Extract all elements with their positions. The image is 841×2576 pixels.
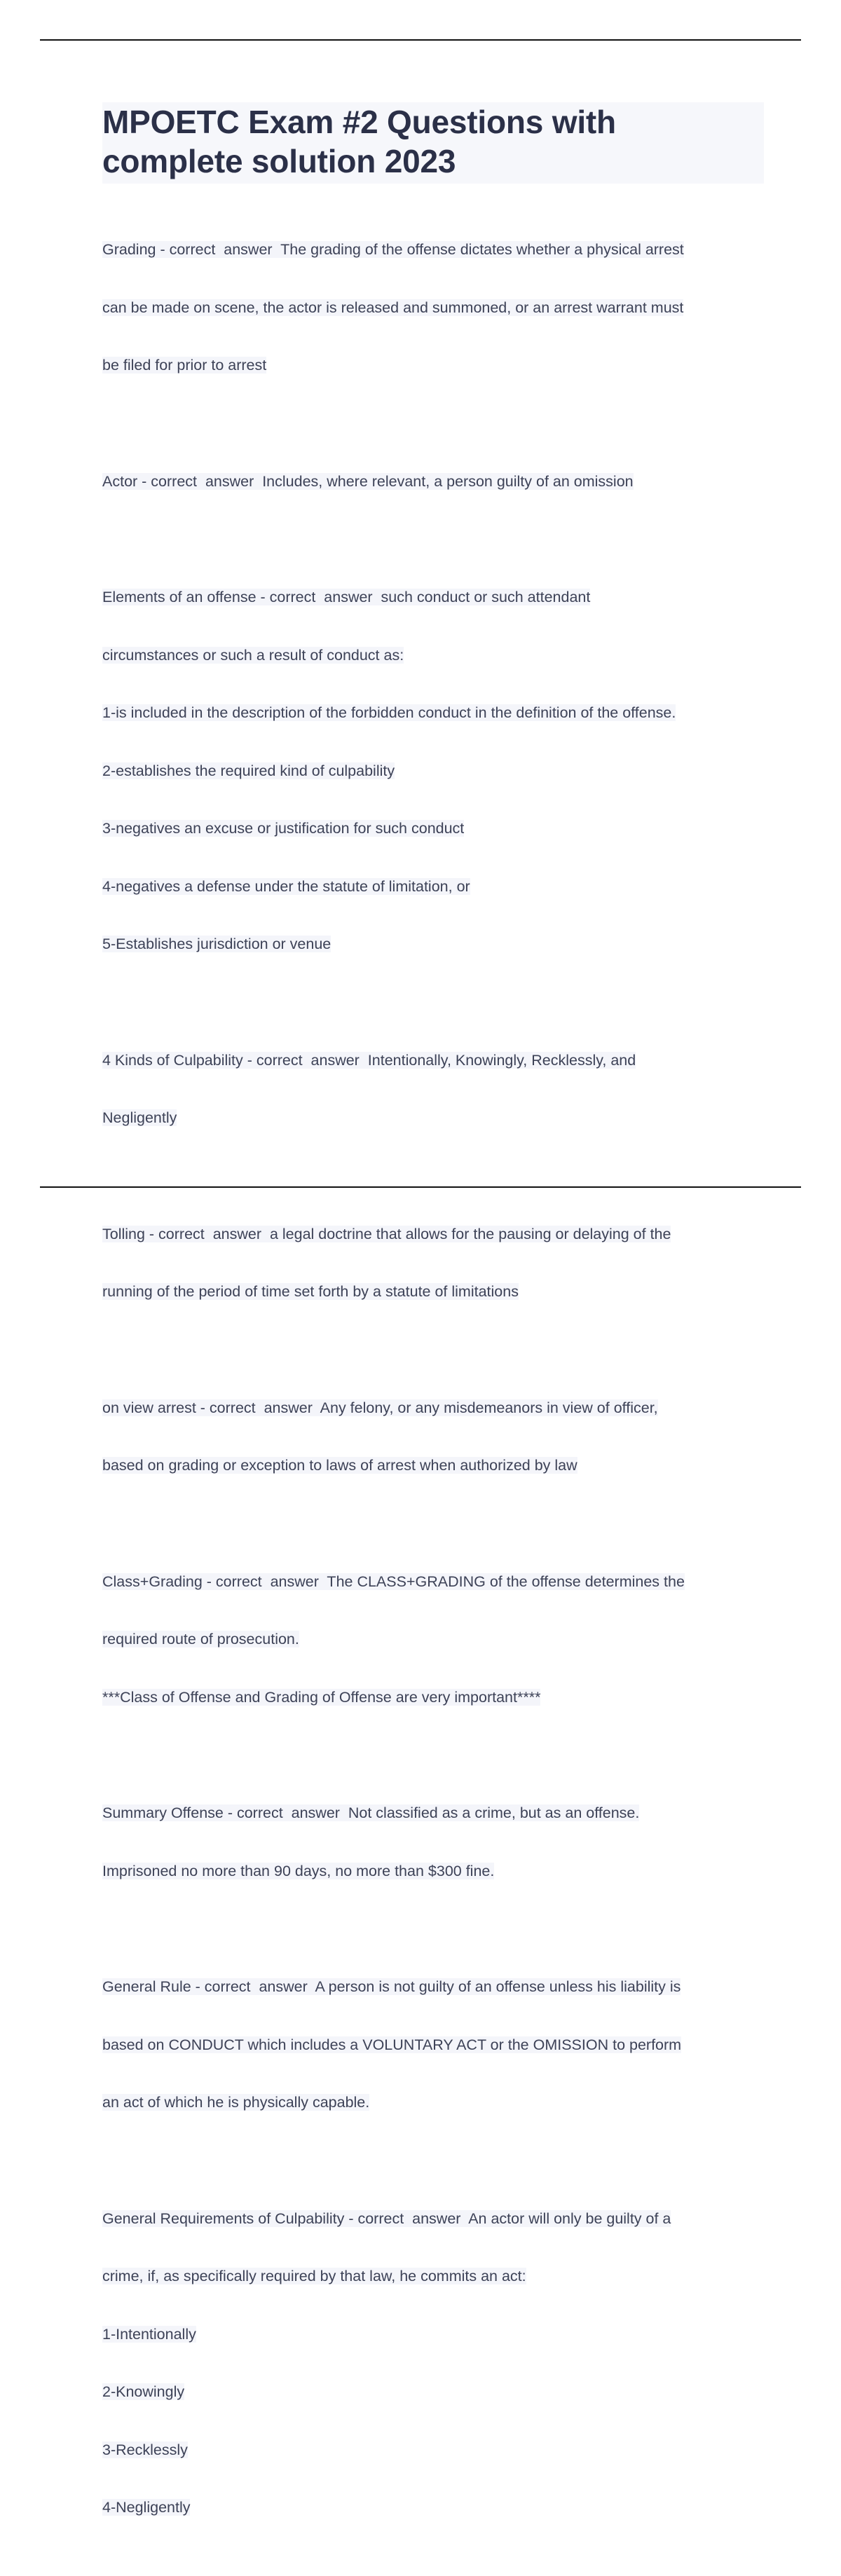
qa-entry-general-rule [102,1939,764,2151]
title-line-2: complete solution 2023 [102,143,456,179]
qa-line: based on grading or exception to laws of arrest when authorized by law [102,1457,577,1474]
qa-line: based on CONDUCT which includes a VOLUNTARY ACT or the OMISSION to perform [102,2036,682,2053]
qa-line: ***Class of Offense and Grading of Offense are very important**** [102,1688,541,1706]
qa-entry-tolling [102,1186,764,1341]
qa-line: Actor - correct answer Includes, where relevant, a person guilty of an omission [102,472,634,490]
qa-line: Imprisoned no more than 90 days, no more than $300 fine. [102,1862,495,1879]
qa-line: an act of which he is physically capable. [102,2094,370,2111]
qa-line: 3-Recklessly [102,2441,188,2458]
qa-line: 4 Kinds of Culpability - correct answer Intentionally, Knowingly, Recklessly, and [102,1051,636,1069]
title-block [102,102,764,184]
qa-line: 2-establishes the required kind of culpability [102,762,395,779]
qa-line: be filed for prior to arrest [102,357,267,374]
qa-line: General Rule - correct answer A person is not guilty of an offense unless his liability is [102,1978,681,1995]
title-line-1: MPOETC Exam #2 Questions with [102,104,616,140]
qa-text [102,434,764,530]
qa-text [102,549,764,993]
qa-line: Tolling - correct answer a legal doctrine that allows for the pausing or delaying of the [102,1225,671,1242]
qa-text [102,1186,764,1341]
qa-line: crime, if, as specifically required by that law, he commits an act: [102,2268,526,2284]
qa-text [102,1360,764,1514]
qa-entry-class-grading [102,1534,764,1746]
qa-line: can be made on scene, the actor is released and summoned, or an arrest warrant must [102,299,684,316]
qa-line: running of the period of time set forth by a statute of limitations [102,1283,519,1300]
qa-line: 4-Negligently [102,2499,191,2516]
qa-line: Summary Offense - correct answer Not classified as a crime, but as an offense. [102,1804,640,1821]
qa-line: circumstances or such a result of conduct as: [102,646,404,664]
qa-line: on view arrest - correct answer Any felony, or any misdemeanors in view of officer, [102,1399,658,1416]
qa-entry-summary-offense [102,1765,764,1919]
qa-text [102,1534,764,1746]
qa-line: Class+Grading - correct answer The CLASS+GRADING of the offense determines the [102,1573,685,1590]
qa-line: Negligently [102,1109,177,1126]
document-body [102,102,764,2576]
qa-line: 1-is included in the description of the forbidden conduct in the definition of the offense. [102,704,676,721]
qa-line: required route of prosecution. [102,1631,299,1647]
qa-line: 5-Establishes jurisdiction or venue [102,936,331,952]
qa-text [102,2171,764,2556]
qa-entry-grading [102,202,764,414]
qa-text [102,1939,764,2151]
qa-text [102,1013,764,1167]
qa-text [102,1765,764,1919]
qa-line: Elements of an offense - correct answer such conduct or such attendant [102,589,591,605]
qa-entry-actor [102,434,764,530]
qa-line: 3-negatives an excuse or justification for such conduct [102,820,465,837]
qa-line: 4-negatives a defense under the statute of limitation, or [102,877,470,895]
bottom-rule [40,1186,801,1188]
document-title [102,102,764,181]
qa-entry-kinds-of-culpability [102,1013,764,1167]
qa-line: 1-Intentionally [102,2325,196,2343]
qa-entry-general-requirements [102,2171,764,2556]
qa-list [102,202,764,2556]
qa-entry-on-view-arrest [102,1360,764,1514]
qa-text [102,202,764,414]
qa-line: Grading - correct answer The grading of the offense dictates whether a physical arrest [102,241,684,258]
qa-line: General Requirements of Culpability - correct answer An actor will only be guilty of a [102,2210,671,2227]
qa-line: 2-Knowingly [102,2383,185,2400]
top-rule [40,39,801,41]
qa-entry-elements-of-offense [102,549,764,993]
